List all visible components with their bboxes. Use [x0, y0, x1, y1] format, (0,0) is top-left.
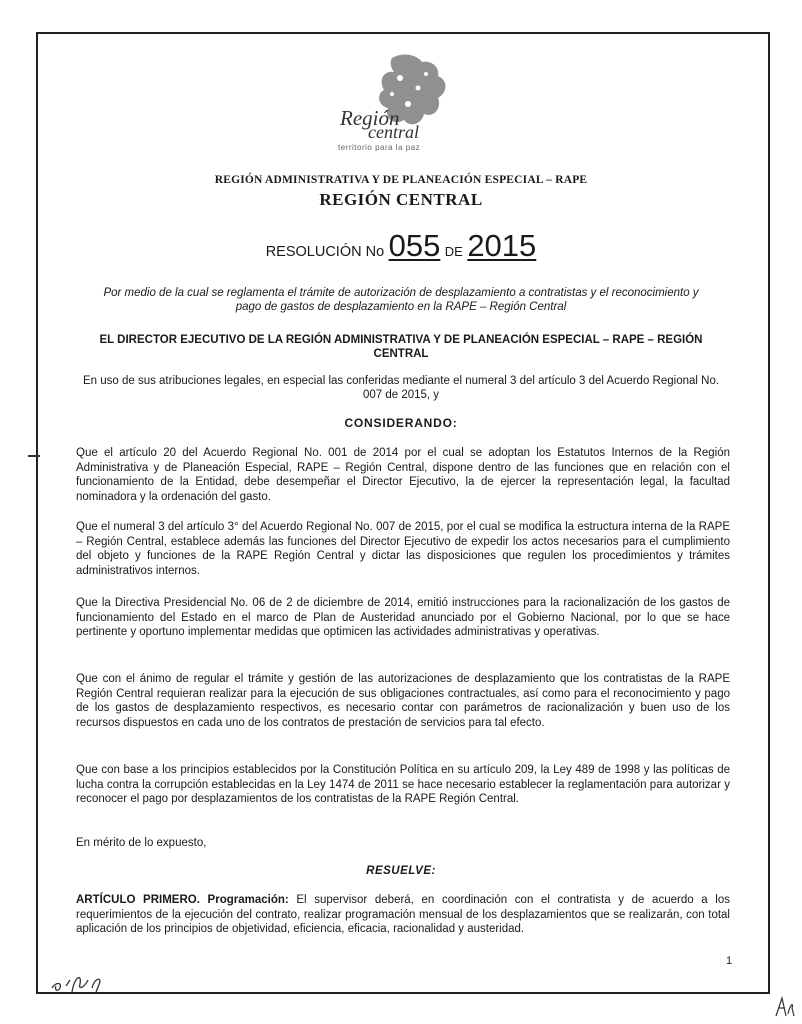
- logo-name-line1: Región: [340, 106, 400, 130]
- resolution-year: 2015: [467, 228, 537, 263]
- closing-phrase: En mérito de lo expuesto,: [76, 837, 207, 849]
- org-name-line2: REGIÓN CENTRAL: [319, 190, 483, 209]
- initials-mark: [772, 994, 796, 1020]
- resolution-de: DE: [444, 244, 463, 259]
- article-primero: [76, 893, 730, 937]
- considerando-paragraph-5: Que con base a los principios establecidos por la Constitución Política en su artículo 209, la Ley 489 de 1998 y las políticas de lucha contra la corrupción establecidas en la Ley 1474 de 2011 se hace necesario establecer la reglamentación para autorizar y reconocer el pago por desplazamientos de los contratistas de la RAPE Región Central.: [76, 764, 730, 806]
- considerando-paragraph-4: Que con el ánimo de regular el trámite y gestión de las autorizaciones de desplazamiento que los contratistas de la RAPE Región Central requieran realizar para la ejecución de sus obligaciones contractuales, así como para el reconocimiento y pago de los gastos de desplazamiento respectivos, es necesario contar con parámetros de racionalización y buen uso de los recursos dispuestos en cada uno de los contratos de prestación de servicios para tal efecto.: [76, 673, 730, 729]
- considerando-paragraph-3: Que la Directiva Presidencial No. 06 de 2 de diciembre de 2014, emitió instrucciones para la racionalización de los gastos de funcionamiento del Estado en el marco de Plan de Austeridad anunciado por el Gobierno Nacional, por lo que se hace pertinente y oportuno implementar medidas que optimicen las actividades administrativas y operativas.: [76, 597, 730, 639]
- page-number: 1: [726, 955, 733, 967]
- handwritten-note: [48, 958, 128, 998]
- article-primero-text: El supervisor deberá, en coordinación con el contratista y de acuerdo a los requerimientos de la ejecución del contrato, realizar programación mensual de los desplazamientos que se realizarán, con total aplicación de los principios de objetividad, eficiencia, eficacia, racionalidad y austeridad.: [76, 894, 730, 936]
- logo-tagline: territorio para la paz: [338, 143, 421, 152]
- article-primero-heading: ARTÍCULO PRIMERO. Programación:: [76, 894, 289, 906]
- considerando-paragraph-2: Que el numeral 3 del artículo 3° del Acuerdo Regional No. 007 de 2015, por el cual se modifica la estructura interna de la RAPE – Región Central, establece además las funciones del Director Ejecutivo de expedir los actos necesarios para el cumplimiento del objeto y funciones de la RAPE Región Central y dictar las disposiciones que regulen los procedimientos y trámites administrativos internos.: [76, 521, 730, 577]
- scan-edge-mark: [28, 455, 40, 457]
- resolution-number: 055: [388, 228, 441, 263]
- resolution-title: [0, 228, 802, 264]
- logo-name-line2: central: [368, 122, 419, 142]
- resuelve-title: RESUELVE:: [366, 865, 436, 877]
- considerando-paragraph-1: Que el artículo 20 del Acuerdo Regional No. 001 de 2014 por el cual se adoptan los Estatutos Internos de la Región Administrativa y de Planeación Especial, RAPE – Región Central, dispone dentro de las funciones que en relación con el funcionamiento de la Entidad, debe desempeñar el Director Ejecutivo, la de ejercer la representación legal, la facultad nominadora y la ordenación del gasto.: [76, 447, 730, 503]
- director-heading: EL DIRECTOR EJECUTIVO DE LA REGIÓN ADMINISTRATIVA Y DE PLANEACIÓN ESPECIAL – RAPE – REGIÓN CENTRAL: [99, 334, 703, 360]
- resolution-label: RESOLUCIÓN No: [265, 244, 385, 260]
- org-name-line1: REGIÓN ADMINISTRATIVA Y DE PLANEACIÓN ESPECIAL – RAPE: [214, 174, 588, 186]
- resolution-subtitle: Por medio de la cual se reglamenta el trámite de autorización de desplazamiento a contratistas y el reconocimiento y pago de gastos de desplazamiento en la RAPE – Región Central: [103, 287, 699, 313]
- intro-paragraph: En uso de sus atribuciones legales, en especial las conferidas mediante el numeral 3 del artículo 3 del Acuerdo Regional No. 007 de 2015, y: [82, 375, 720, 401]
- considerando-title: CONSIDERANDO:: [344, 416, 458, 430]
